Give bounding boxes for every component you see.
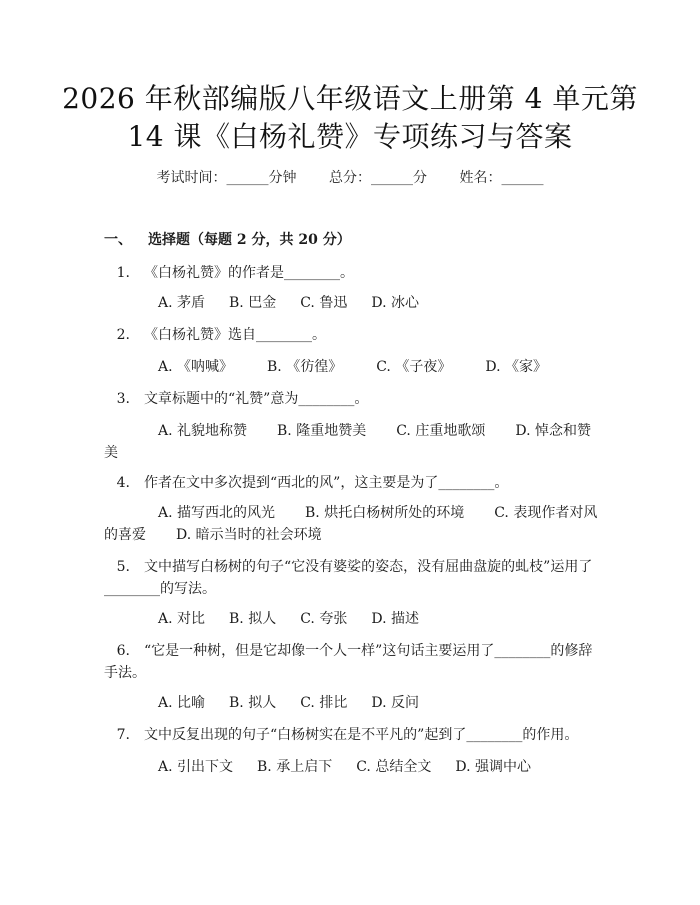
question-5 [104, 556, 604, 600]
option-a: A. 《呐喊》 [158, 359, 234, 375]
question-7-options [104, 756, 604, 778]
option-d: D. 反问 [371, 695, 419, 711]
option-d: D. 《家》 [485, 359, 547, 375]
question-1 [104, 262, 604, 284]
question-6-options [104, 692, 604, 714]
question-number: 2. [116, 327, 130, 343]
option-b: B. 承上启下 [257, 759, 333, 775]
option-a: A. 对比 [158, 611, 206, 627]
option-d: D. 暗示当时的社会环境 [176, 527, 322, 543]
question-number: 6. [116, 643, 130, 659]
option-b: B. 烘托白杨树所处的环境 [305, 505, 465, 521]
question-number: 3. [116, 391, 130, 407]
question-2-options [104, 356, 604, 378]
question-text: 作者在文中多次提到“西北的风”，这主要是为了________。 [144, 475, 509, 491]
option-b: B. 隆重地赞美 [277, 423, 367, 439]
option-c: C. 庄重地歌颂 [396, 423, 486, 439]
question-2 [104, 324, 604, 346]
exam-meta [0, 168, 700, 188]
option-c: C. 总结全文 [356, 759, 432, 775]
question-3 [104, 388, 604, 410]
question-number: 1. [116, 265, 130, 281]
option-c: C. 鲁迅 [300, 295, 348, 311]
option-a: A. 比喻 [158, 695, 206, 711]
question-5-options [104, 608, 604, 630]
question-text: 文中描写白杨树的句子“它没有婆娑的姿态，没有屈曲盘旋的虬枝”运用了________的写法。 [104, 559, 593, 597]
question-number: 7. [116, 727, 130, 743]
question-number: 4. [116, 475, 130, 491]
question-7 [104, 724, 604, 746]
option-c: C. 排比 [300, 695, 348, 711]
question-text: 文章标题中的“礼赞”意为________。 [144, 391, 369, 407]
question-number: 5. [116, 559, 130, 575]
question-1-options [104, 292, 604, 314]
question-text: 文中反复出现的句子“白杨树实在是不平凡的”起到了________的作用。 [144, 727, 579, 743]
option-d: D. 描述 [371, 611, 419, 627]
option-b: B. 拟人 [229, 611, 277, 627]
option-a: A. 茅盾 [158, 295, 206, 311]
section-label: 选择题（每题 2 分，共 20 分） [148, 232, 351, 248]
option-a: A. 描写西北的风光 [158, 505, 276, 521]
question-6 [104, 640, 604, 684]
question-text: 《白杨礼赞》的作者是________。 [144, 265, 354, 281]
student-name-field: 姓名：______ [459, 170, 544, 186]
option-a: A. 引出下文 [158, 759, 234, 775]
option-c: C. 表现作者对风的喜爱 [104, 505, 598, 543]
option-b: B. 巴金 [229, 295, 277, 311]
total-score-field: 总分：______分 [329, 170, 427, 186]
option-d: D. 悼念和赞美 [104, 423, 591, 461]
exam-time-field: 考试时间：______分钟 [156, 170, 297, 186]
question-text: 《白杨礼赞》选自________。 [144, 327, 326, 343]
document-title-line-2: 14 课《白杨礼赞》专项练习与答案 [127, 120, 573, 153]
question-text: “它是一种树，但是它却像一个人一样”这句话主要运用了________的修辞手法。 [104, 643, 593, 681]
option-a: A. 礼貌地称赞 [158, 423, 248, 439]
option-c: C. 《子夜》 [376, 359, 452, 375]
option-b: B. 拟人 [229, 695, 277, 711]
question-4 [104, 472, 604, 494]
question-3-options [104, 420, 604, 464]
option-d: D. 冰心 [371, 295, 419, 311]
question-4-options [104, 502, 604, 546]
section-number: 一、 [104, 232, 132, 248]
section-heading [104, 230, 351, 250]
document-title-line-1: 2026 年秋部编版八年级语文上册第 4 单元第 [62, 82, 638, 115]
option-b: B. 《彷徨》 [267, 359, 343, 375]
option-d: D. 强调中心 [455, 759, 531, 775]
option-c: C. 夸张 [300, 611, 348, 627]
